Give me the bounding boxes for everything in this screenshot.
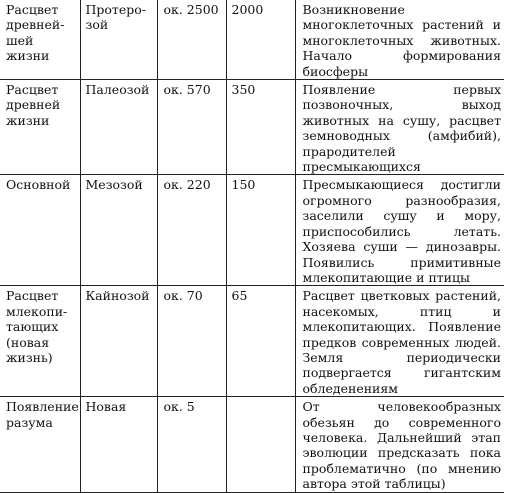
start-cell: ок. 220 xyxy=(157,175,226,286)
period-cell: Появление разума xyxy=(0,397,80,492)
era-cell: Протеро- зой xyxy=(80,0,157,80)
table-row xyxy=(0,286,504,397)
events-cell: Возникновение многоклеточных растений и многоклеточных животных. Начало формирования биосферы xyxy=(295,0,504,80)
era-cell: Мезозой xyxy=(80,175,157,286)
events-cell: Пресмыкающиеся достигли огромного разнообразия, заселили сушу и мору, приспособились летать. Хозяева суши — динозавры. Появились примитивные млекопитающие и птицы xyxy=(295,175,504,286)
duration-cell: 2000 xyxy=(226,0,295,80)
era-cell: Кайнозой xyxy=(80,286,157,397)
start-cell: ок. 70 xyxy=(157,286,226,397)
duration-cell: 65 xyxy=(226,286,295,397)
duration-cell: 350 xyxy=(226,80,295,175)
duration-cell: 150 xyxy=(226,175,295,286)
events-cell: Появление первых позвоночных, выход животных на сушу, расцвет земноводных (амфибий), прародителей пресмыкающихся xyxy=(295,80,504,175)
table-row xyxy=(0,0,504,80)
era-cell: Новая xyxy=(80,397,157,492)
start-cell: ок. 5 xyxy=(157,397,226,492)
start-cell: ок. 570 xyxy=(157,80,226,175)
period-cell: Расцвет древней жизни xyxy=(0,80,80,175)
table-row xyxy=(0,175,504,286)
period-cell: Расцвет древней- шей жизни xyxy=(0,0,80,80)
period-cell: Основной xyxy=(0,175,80,286)
table-row xyxy=(0,397,504,492)
duration-cell xyxy=(226,397,295,492)
table-row xyxy=(0,80,504,175)
events-cell: Расцвет цветковых растений, насекомых, птиц и млекопитающих. Появление предков современных людей. Земля периодически подвергается гигантским обледенениям xyxy=(295,286,504,397)
period-cell: Расцвет млекопи- тающих (новая жизнь) xyxy=(0,286,80,397)
events-cell: От человекообразных обезьян до современного человека. Дальнейший этап эволюции предсказать пока проблематично (по мнению автора этой таблицы) xyxy=(295,397,504,492)
era-cell: Палеозой xyxy=(80,80,157,175)
start-cell: ок. 2500 xyxy=(157,0,226,80)
